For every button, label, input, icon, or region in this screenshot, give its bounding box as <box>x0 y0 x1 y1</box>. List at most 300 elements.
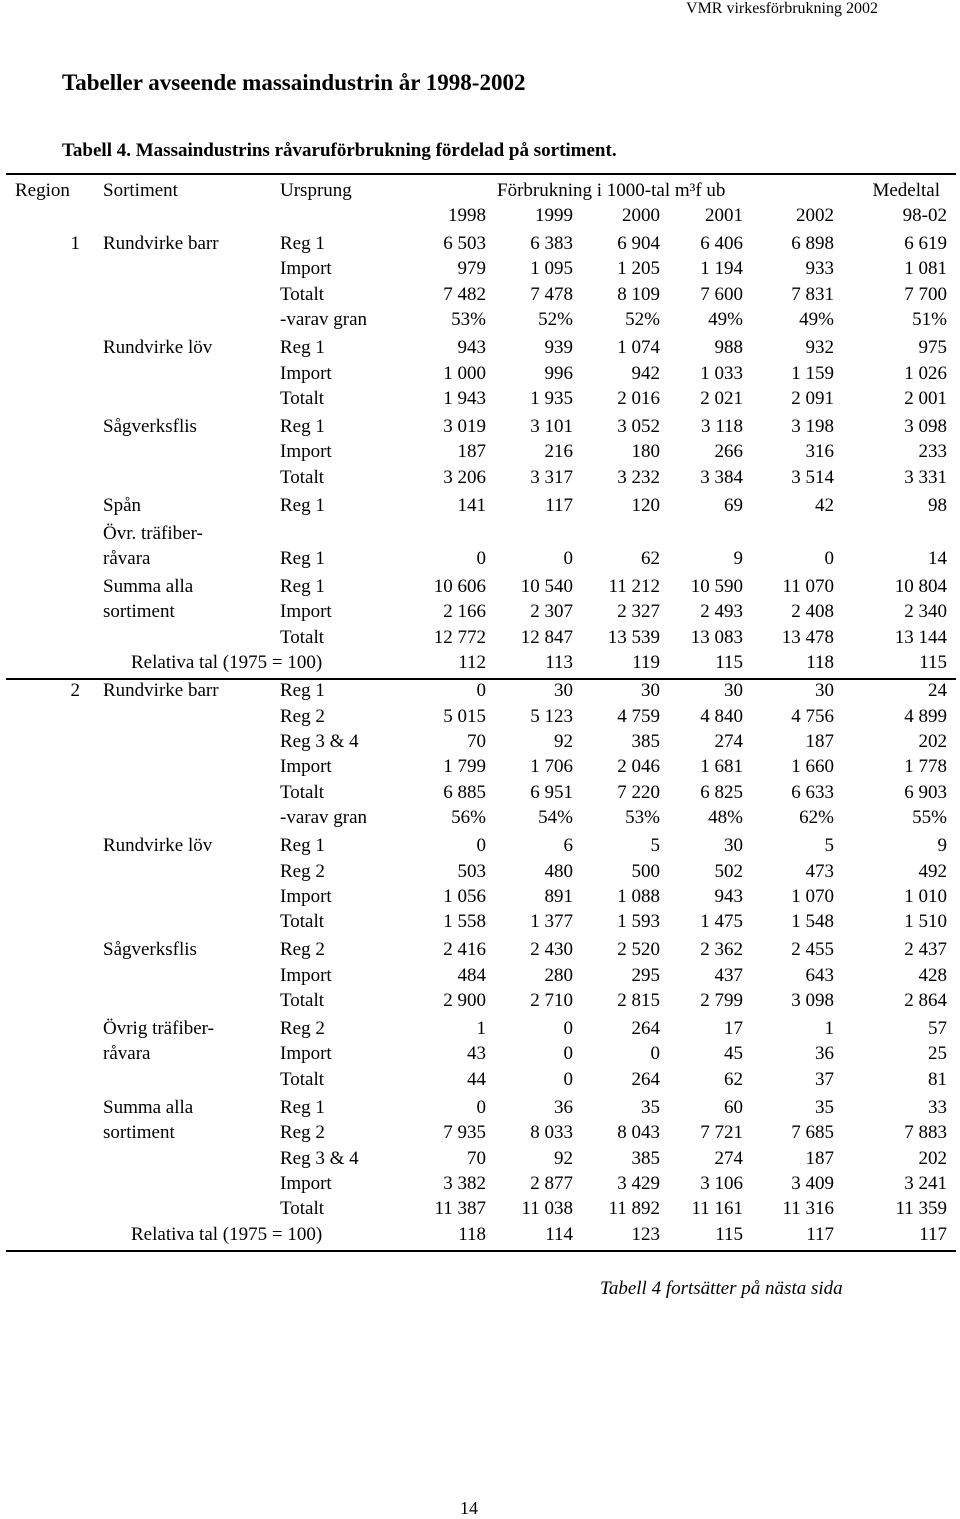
value-cell: 1 593 <box>617 911 660 933</box>
value-cell: 3 429 <box>617 1173 660 1194</box>
ursprung-cell: Totalt <box>280 990 325 1012</box>
value-cell: 0 <box>563 548 573 570</box>
table-row <box>0 1146 960 1171</box>
value-cell: 14 <box>928 548 947 570</box>
value-cell: 6 619 <box>904 233 947 254</box>
value-cell: 942 <box>631 362 660 384</box>
col-header-ursprung: Ursprung <box>280 180 352 201</box>
value-cell: 0 <box>563 1068 573 1090</box>
value-cell: 2 307 <box>530 601 573 623</box>
value-cell: 4 756 <box>791 705 834 727</box>
table-row <box>0 335 960 360</box>
value-cell: 3 118 <box>700 415 743 437</box>
value-cell: 4 840 <box>700 705 743 727</box>
value-cell: 11 212 <box>608 576 660 598</box>
table-row <box>0 805 960 830</box>
value-cell: 13 144 <box>894 626 947 648</box>
value-cell: 1 799 <box>443 756 486 778</box>
value-cell: 1 194 <box>700 258 743 280</box>
value-cell: 62 <box>641 548 660 570</box>
value-cell: 1 935 <box>530 387 573 409</box>
value-cell: 7 935 <box>443 1122 486 1144</box>
value-cell: 92 <box>554 1147 573 1169</box>
table-row <box>0 361 960 386</box>
value-cell: 2 091 <box>791 387 834 409</box>
value-cell: 1 081 <box>904 258 947 280</box>
table-row <box>0 1016 960 1041</box>
table-row <box>0 414 960 439</box>
value-cell: 117 <box>806 1223 834 1245</box>
value-cell: 117 <box>919 1223 947 1245</box>
value-cell: 35 <box>641 1096 660 1118</box>
value-cell: 316 <box>805 441 834 463</box>
value-cell: 5 <box>824 835 834 857</box>
value-cell: 295 <box>631 964 660 986</box>
value-cell: 62 <box>724 1068 743 1090</box>
value-cell: 11 316 <box>782 1198 834 1220</box>
value-cell: 7 700 <box>904 283 947 305</box>
value-cell: 10 590 <box>690 576 743 598</box>
value-cell: 6 903 <box>904 781 947 803</box>
value-cell: 30 <box>724 835 743 857</box>
value-cell: 118 <box>458 1223 486 1245</box>
value-cell: 6 406 <box>700 233 743 254</box>
value-cell: 52% <box>625 309 660 331</box>
value-cell: 7 482 <box>443 283 486 305</box>
sortiment-cell: sortiment <box>103 1122 175 1144</box>
value-cell: 500 <box>631 860 660 882</box>
ursprung-cell: Reg 1 <box>280 233 325 254</box>
ursprung-cell: Reg 2 <box>280 1018 325 1040</box>
value-cell: 11 359 <box>895 1198 947 1220</box>
region-cell: 1 <box>70 233 80 254</box>
region-separator-rule <box>6 678 956 680</box>
value-cell: 3 382 <box>443 1173 486 1194</box>
value-cell: 6 885 <box>443 781 486 803</box>
value-cell: 979 <box>457 258 486 280</box>
table-row <box>0 1171 960 1196</box>
value-cell: 1 510 <box>904 911 947 933</box>
table-bottom-rule <box>6 1250 956 1252</box>
ursprung-cell: -varav gran <box>280 309 368 331</box>
value-cell: 2 340 <box>904 601 947 623</box>
value-cell: 11 387 <box>434 1198 486 1220</box>
value-cell: 0 <box>563 1018 573 1040</box>
value-cell: 1 377 <box>530 911 573 933</box>
value-cell: 385 <box>631 1147 660 1169</box>
ursprung-cell: Totalt <box>280 626 325 648</box>
table-row <box>0 780 960 805</box>
sortiment-cell: Summa alla <box>103 576 194 598</box>
value-cell: 1 095 <box>530 258 573 280</box>
table-row <box>0 231 960 256</box>
value-cell: 70 <box>467 1147 486 1169</box>
value-cell: 12 847 <box>520 626 573 648</box>
value-cell: 473 <box>805 860 834 882</box>
value-cell: 8 043 <box>617 1122 660 1144</box>
sortiment-cell: Rundvirke löv <box>103 835 213 857</box>
value-cell: 2 877 <box>530 1173 573 1194</box>
value-cell: 13 539 <box>607 626 660 648</box>
col-header-region: Region <box>15 180 70 201</box>
table-row <box>0 493 960 518</box>
table-row <box>0 282 960 307</box>
value-cell: 53% <box>451 309 486 331</box>
value-cell: 115 <box>715 652 743 674</box>
ursprung-cell: Totalt <box>280 911 325 933</box>
value-cell: 484 <box>457 964 486 986</box>
value-cell: 43 <box>467 1043 486 1065</box>
value-cell: 0 <box>476 1096 486 1118</box>
ursprung-cell: Reg 3 & 4 <box>280 1147 359 1169</box>
sortiment-cell: Övrig träfiber- <box>103 1018 214 1040</box>
value-cell: 3 052 <box>617 415 660 437</box>
ursprung-cell: Totalt <box>280 466 325 488</box>
value-cell: 492 <box>918 860 947 882</box>
value-cell: 4 899 <box>904 705 947 727</box>
value-cell: 502 <box>714 860 743 882</box>
value-cell: 187 <box>805 1147 834 1169</box>
table-row <box>0 1067 960 1092</box>
page-number: 14 <box>460 1498 478 1518</box>
value-cell: 10 804 <box>894 576 947 598</box>
table-row <box>0 386 960 411</box>
value-cell: 113 <box>545 652 573 674</box>
table-row <box>0 937 960 962</box>
value-cell: 3 232 <box>617 466 660 488</box>
value-cell: 2 815 <box>617 990 660 1012</box>
value-cell: 266 <box>714 441 743 463</box>
value-cell: 30 <box>554 680 573 702</box>
ursprung-cell: Reg 2 <box>280 860 325 882</box>
value-cell: 1 <box>476 1018 486 1040</box>
value-cell: 1 056 <box>443 885 486 907</box>
col-header-year: 2002 <box>796 205 834 226</box>
col-header-forbrukning: Förbrukning i 1000-tal m³f ub <box>497 180 726 201</box>
table-row <box>0 1095 960 1120</box>
value-cell: 2 046 <box>617 756 660 778</box>
value-cell: 10 540 <box>520 576 573 598</box>
col-header-year: 1998 <box>448 205 486 226</box>
col-header-year: 2000 <box>622 205 660 226</box>
value-cell: 2 710 <box>530 990 573 1012</box>
value-cell: 2 430 <box>530 939 573 961</box>
value-cell: 141 <box>457 494 486 516</box>
value-cell: 1 088 <box>617 885 660 907</box>
value-cell: 216 <box>544 441 573 463</box>
sortiment-cell: sortiment <box>103 601 175 623</box>
value-cell: 5 123 <box>530 705 573 727</box>
value-cell: 3 331 <box>904 466 947 488</box>
value-cell: 180 <box>631 441 660 463</box>
table-row <box>0 650 960 675</box>
value-cell: 187 <box>805 730 834 752</box>
value-cell: 943 <box>714 885 743 907</box>
region-cell: 2 <box>70 680 80 702</box>
ursprung-cell: Import <box>280 964 332 986</box>
ursprung-cell: Import <box>280 1043 332 1065</box>
value-cell: 1 548 <box>791 911 834 933</box>
table-row <box>0 909 960 934</box>
value-cell: 49% <box>708 309 743 331</box>
sortiment-cell: Summa alla <box>103 1096 194 1118</box>
table-row <box>0 729 960 754</box>
value-cell: 51% <box>912 309 947 331</box>
ursprung-cell: Reg 1 <box>280 494 325 516</box>
table-row <box>0 1041 960 1066</box>
ursprung-cell: Reg 1 <box>280 415 325 437</box>
ursprung-cell: Import <box>280 601 332 623</box>
value-cell: 1 000 <box>443 362 486 384</box>
table-row <box>0 884 960 909</box>
ursprung-cell: Import <box>280 1173 332 1194</box>
value-cell: 30 <box>724 680 743 702</box>
value-cell: 274 <box>714 730 743 752</box>
value-cell: 62% <box>799 807 834 829</box>
sortiment-cell: Sågverksflis <box>103 415 197 437</box>
sortiment-cell: råvara <box>103 1043 151 1065</box>
value-cell: 1 <box>824 1018 834 1040</box>
value-cell: 44 <box>467 1068 486 1090</box>
value-cell: 2 799 <box>700 990 743 1012</box>
value-cell: 123 <box>631 1223 660 1245</box>
value-cell: 7 831 <box>791 283 834 305</box>
table-row <box>0 521 960 546</box>
ursprung-cell: Reg 3 & 4 <box>280 730 359 752</box>
ursprung-cell: Import <box>280 756 332 778</box>
value-cell: 6 825 <box>700 781 743 803</box>
value-cell: 54% <box>538 807 573 829</box>
value-cell: 9 <box>937 835 947 857</box>
value-cell: 6 <box>563 835 573 857</box>
value-cell: 6 383 <box>530 233 573 254</box>
ursprung-cell: Reg 1 <box>280 835 325 857</box>
value-cell: 1 706 <box>530 756 573 778</box>
table-row <box>0 1196 960 1221</box>
value-cell: 30 <box>815 680 834 702</box>
sortiment-cell: Rundvirke barr <box>103 680 219 702</box>
ursprung-cell: Reg 2 <box>280 939 325 961</box>
ursprung-cell: Totalt <box>280 283 325 305</box>
value-cell: 117 <box>545 494 573 516</box>
value-cell: 975 <box>918 337 947 359</box>
value-cell: 3 106 <box>700 1173 743 1194</box>
value-cell: 118 <box>806 652 834 674</box>
value-cell: 3 019 <box>443 415 486 437</box>
value-cell: 8 033 <box>530 1122 573 1144</box>
table-row <box>0 988 960 1013</box>
table-row <box>0 1222 960 1247</box>
value-cell: 49% <box>799 309 834 331</box>
value-cell: 1 943 <box>443 387 486 409</box>
table-row <box>0 704 960 729</box>
value-cell: 437 <box>714 964 743 986</box>
value-cell: 37 <box>815 1068 834 1090</box>
value-cell: 1 205 <box>617 258 660 280</box>
value-cell: 5 015 <box>443 705 486 727</box>
value-cell: 120 <box>631 494 660 516</box>
value-cell: 35 <box>815 1096 834 1118</box>
ursprung-cell: Totalt <box>280 387 325 409</box>
ursprung-cell: Reg 2 <box>280 705 325 727</box>
value-cell: 36 <box>815 1043 834 1065</box>
ursprung-cell: Import <box>280 885 332 907</box>
table-row <box>0 256 960 281</box>
table-body <box>0 231 960 1247</box>
value-cell: 2 362 <box>700 939 743 961</box>
value-cell: 98 <box>928 494 947 516</box>
value-cell: 55% <box>912 807 947 829</box>
ursprung-cell: Totalt <box>280 1068 325 1090</box>
value-cell: 8 109 <box>617 283 660 305</box>
table-row <box>0 678 960 703</box>
value-cell: 1 074 <box>617 337 660 359</box>
table-row <box>0 546 960 571</box>
value-cell: 70 <box>467 730 486 752</box>
value-cell: 2 408 <box>791 601 834 623</box>
value-cell: 1 778 <box>904 756 947 778</box>
ursprung-cell: Import <box>280 258 332 280</box>
sortiment-cell: Övr. träfiber- <box>103 522 203 544</box>
value-cell: 933 <box>805 258 834 280</box>
relativa-tal-label: Relativa tal (1975 = 100) <box>131 652 323 674</box>
value-cell: 11 070 <box>782 576 834 598</box>
table-row <box>0 465 960 490</box>
value-cell: 0 <box>476 548 486 570</box>
value-cell: 7 685 <box>791 1122 834 1144</box>
value-cell: 115 <box>919 652 947 674</box>
value-cell: 939 <box>544 337 573 359</box>
sortiment-cell: Spån <box>103 494 141 516</box>
value-cell: 7 478 <box>530 283 573 305</box>
value-cell: 11 161 <box>691 1198 743 1220</box>
value-cell: 42 <box>815 494 834 516</box>
value-cell: 45 <box>724 1043 743 1065</box>
value-cell: 2 437 <box>904 939 947 961</box>
value-cell: 57 <box>928 1018 947 1040</box>
value-cell: 2 016 <box>617 387 660 409</box>
value-cell: 7 883 <box>904 1122 947 1144</box>
ursprung-cell: Reg 1 <box>280 337 325 359</box>
table-caption: Tabell 4. Massaindustrins råvaruförbrukning fördelad på sortiment. <box>62 140 617 161</box>
value-cell: 274 <box>714 1147 743 1169</box>
value-cell: 3 098 <box>791 990 834 1012</box>
col-header-year: 98-02 <box>902 205 947 226</box>
value-cell: 932 <box>805 337 834 359</box>
value-cell: 3 514 <box>791 466 834 488</box>
ursprung-cell: Reg 1 <box>280 1096 325 1118</box>
table-row <box>0 833 960 858</box>
value-cell: 81 <box>928 1068 947 1090</box>
value-cell: 264 <box>631 1068 660 1090</box>
value-cell: 480 <box>544 860 573 882</box>
value-cell: 1 026 <box>904 362 947 384</box>
value-cell: 6 951 <box>530 781 573 803</box>
col-header-medeltal: Medeltal <box>872 180 940 201</box>
value-cell: 1 010 <box>904 885 947 907</box>
value-cell: 36 <box>554 1096 573 1118</box>
value-cell: 0 <box>824 548 834 570</box>
table-row <box>0 439 960 464</box>
value-cell: 1 660 <box>791 756 834 778</box>
sortiment-cell: råvara <box>103 548 151 570</box>
value-cell: 643 <box>805 964 834 986</box>
value-cell: 2 493 <box>700 601 743 623</box>
value-cell: 17 <box>724 1018 743 1040</box>
value-cell: 114 <box>545 1223 573 1245</box>
sortiment-cell: Rundvirke löv <box>103 337 213 359</box>
ursprung-cell: Import <box>280 441 332 463</box>
table-row <box>0 859 960 884</box>
table-row <box>0 625 960 650</box>
value-cell: 428 <box>918 964 947 986</box>
value-cell: 0 <box>476 835 486 857</box>
continuation-note: Tabell 4 fortsätter på nästa sida <box>600 1278 843 1299</box>
value-cell: 2 416 <box>443 939 486 961</box>
value-cell: 202 <box>918 1147 947 1169</box>
value-cell: 7 600 <box>700 283 743 305</box>
value-cell: 5 <box>650 835 660 857</box>
value-cell: 115 <box>715 1223 743 1245</box>
value-cell: 112 <box>458 652 486 674</box>
value-cell: 0 <box>476 680 486 702</box>
value-cell: 2 327 <box>617 601 660 623</box>
value-cell: 503 <box>457 860 486 882</box>
ursprung-cell: Totalt <box>280 1198 325 1220</box>
value-cell: 92 <box>554 730 573 752</box>
value-cell: 943 <box>457 337 486 359</box>
value-cell: 11 038 <box>521 1198 573 1220</box>
value-cell: 1 475 <box>700 911 743 933</box>
value-cell: 7 220 <box>617 781 660 803</box>
value-cell: 69 <box>724 494 743 516</box>
value-cell: 1 070 <box>791 885 834 907</box>
value-cell: 891 <box>544 885 573 907</box>
value-cell: 3 206 <box>443 466 486 488</box>
value-cell: 52% <box>538 309 573 331</box>
ursprung-cell: Totalt <box>280 781 325 803</box>
ursprung-cell: Import <box>280 362 332 384</box>
value-cell: 6 503 <box>443 233 486 254</box>
value-cell: 6 904 <box>617 233 660 254</box>
value-cell: 6 898 <box>791 233 834 254</box>
value-cell: 25 <box>928 1043 947 1065</box>
page-title: Tabeller avseende massaindustrin år 1998-2002 <box>62 70 526 95</box>
value-cell: 1 681 <box>700 756 743 778</box>
value-cell: 385 <box>631 730 660 752</box>
value-cell: 3 098 <box>904 415 947 437</box>
ursprung-cell: Reg 1 <box>280 680 325 702</box>
value-cell: 6 633 <box>791 781 834 803</box>
ursprung-cell: Reg 1 <box>280 548 325 570</box>
value-cell: 0 <box>650 1043 660 1065</box>
value-cell: 4 759 <box>617 705 660 727</box>
value-cell: 2 864 <box>904 990 947 1012</box>
value-cell: 988 <box>714 337 743 359</box>
value-cell: 10 606 <box>433 576 486 598</box>
value-cell: 2 520 <box>617 939 660 961</box>
table-row <box>0 574 960 599</box>
value-cell: 996 <box>544 362 573 384</box>
value-cell: 2 166 <box>443 601 486 623</box>
value-cell: 3 198 <box>791 415 834 437</box>
value-cell: 280 <box>544 964 573 986</box>
value-cell: 202 <box>918 730 947 752</box>
value-cell: 1 033 <box>700 362 743 384</box>
value-cell: 0 <box>563 1043 573 1065</box>
value-cell: 60 <box>724 1096 743 1118</box>
value-cell: 2 900 <box>443 990 486 1012</box>
